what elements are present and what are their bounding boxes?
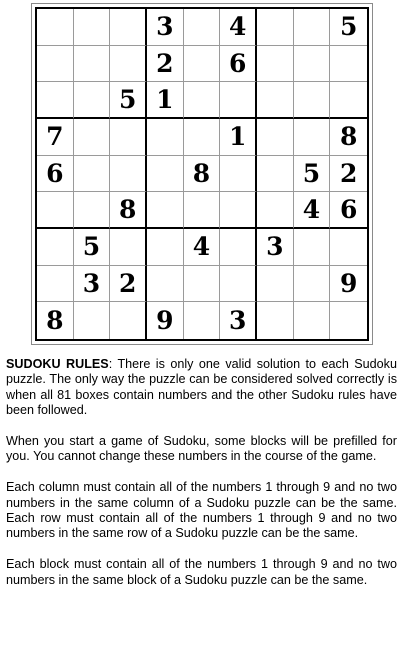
sudoku-cell-r6c7[interactable] [257, 192, 294, 229]
rules-paragraph-blocks: Each block must contain all of the numbers 1 through 9 and no two numbers in the same block of a Sudoku puzzle can be the same. [6, 557, 397, 587]
sudoku-cell-r4c6[interactable]: 1 [220, 119, 257, 156]
sudoku-cell-r7c4[interactable] [147, 229, 184, 266]
sudoku-cell-r2c8[interactable] [294, 46, 331, 83]
sudoku-cell-r2c4[interactable]: 2 [147, 46, 184, 83]
sudoku-cell-r9c3[interactable] [110, 302, 147, 339]
sudoku-cell-r8c5[interactable] [184, 266, 221, 303]
sudoku-cell-r1c2[interactable] [74, 9, 111, 46]
sudoku-cell-r5c6[interactable] [220, 156, 257, 193]
sudoku-cell-r3c9[interactable] [330, 82, 367, 119]
sudoku-cell-r5c8[interactable]: 5 [294, 156, 331, 193]
sudoku-cell-r9c9[interactable] [330, 302, 367, 339]
sudoku-cell-r6c5[interactable] [184, 192, 221, 229]
rules-intro-text: : There is only one valid solution to each Sudoku puzzle. The only way the puzzle can be considered solved correctly is when all 81 boxes contain numbers and the other Sudoku rules have been followed. [6, 357, 397, 418]
sudoku-cell-r7c3[interactable] [110, 229, 147, 266]
sudoku-cell-r8c2[interactable]: 3 [74, 266, 111, 303]
sudoku-cell-r3c7[interactable] [257, 82, 294, 119]
sudoku-cell-r7c1[interactable] [37, 229, 74, 266]
sudoku-cell-r1c5[interactable] [184, 9, 221, 46]
sudoku-cell-r3c3[interactable]: 5 [110, 82, 147, 119]
sudoku-cell-r4c4[interactable] [147, 119, 184, 156]
sudoku-cell-r1c9[interactable]: 5 [330, 9, 367, 46]
sudoku-cell-r7c9[interactable] [330, 229, 367, 266]
sudoku-cell-r1c7[interactable] [257, 9, 294, 46]
sudoku-cell-r1c8[interactable] [294, 9, 331, 46]
sudoku-board-frame [31, 3, 373, 345]
sudoku-cell-r9c5[interactable] [184, 302, 221, 339]
sudoku-cell-r4c9[interactable]: 8 [330, 119, 367, 156]
sudoku-cell-r2c7[interactable] [257, 46, 294, 83]
sudoku-cell-r9c6[interactable]: 3 [220, 302, 257, 339]
sudoku-cell-r5c3[interactable] [110, 156, 147, 193]
sudoku-cell-r5c5[interactable]: 8 [184, 156, 221, 193]
sudoku-cell-r1c3[interactable] [110, 9, 147, 46]
sudoku-cell-r4c1[interactable]: 7 [37, 119, 74, 156]
sudoku-cell-r5c1[interactable]: 6 [37, 156, 74, 193]
sudoku-cell-r1c1[interactable] [37, 9, 74, 46]
sudoku-cell-r5c7[interactable] [257, 156, 294, 193]
sudoku-cell-r9c2[interactable] [74, 302, 111, 339]
sudoku-cell-r3c6[interactable] [220, 82, 257, 119]
sudoku-cell-r6c2[interactable] [74, 192, 111, 229]
sudoku-cell-r7c2[interactable]: 5 [74, 229, 111, 266]
sudoku-cell-r4c7[interactable] [257, 119, 294, 156]
sudoku-cell-r5c4[interactable] [147, 156, 184, 193]
sudoku-cell-r7c7[interactable]: 3 [257, 229, 294, 266]
sudoku-cell-r3c4[interactable]: 1 [147, 82, 184, 119]
sudoku-cell-r6c4[interactable] [147, 192, 184, 229]
sudoku-cell-r9c4[interactable]: 9 [147, 302, 184, 339]
sudoku-cell-r8c6[interactable] [220, 266, 257, 303]
sudoku-cell-r6c6[interactable] [220, 192, 257, 229]
sudoku-cell-r9c7[interactable] [257, 302, 294, 339]
sudoku-cell-r2c2[interactable] [74, 46, 111, 83]
sudoku-cell-r8c9[interactable]: 9 [330, 266, 367, 303]
sudoku-cell-r5c2[interactable] [74, 156, 111, 193]
sudoku-cell-r2c6[interactable]: 6 [220, 46, 257, 83]
sudoku-cell-r8c7[interactable] [257, 266, 294, 303]
sudoku-cell-r8c1[interactable] [37, 266, 74, 303]
rules-paragraph-rows-columns: Each column must contain all of the numbers 1 through 9 and no two numbers in the same column of a Sudoku puzzle can be the same. Each row must contain all of the numbers 1 through 9 and no two numbers in the same row of a Sudoku puzzle can be the same. [6, 480, 397, 541]
sudoku-cell-r7c6[interactable] [220, 229, 257, 266]
sudoku-cell-r5c9[interactable]: 2 [330, 156, 367, 193]
sudoku-cell-r2c9[interactable] [330, 46, 367, 83]
sudoku-cell-r4c5[interactable] [184, 119, 221, 156]
sudoku-cell-r8c4[interactable] [147, 266, 184, 303]
sudoku-cell-r9c8[interactable] [294, 302, 331, 339]
sudoku-rules [6, 357, 397, 603]
sudoku-cell-r6c8[interactable]: 4 [294, 192, 331, 229]
sudoku-cell-r2c3[interactable] [110, 46, 147, 83]
sudoku-cell-r8c3[interactable]: 2 [110, 266, 147, 303]
sudoku-cell-r6c9[interactable]: 6 [330, 192, 367, 229]
sudoku-cell-r1c6[interactable]: 4 [220, 9, 257, 46]
sudoku-cell-r6c3[interactable]: 8 [110, 192, 147, 229]
sudoku-cell-r7c8[interactable] [294, 229, 331, 266]
sudoku-cell-r2c1[interactable] [37, 46, 74, 83]
sudoku-cell-r4c2[interactable] [74, 119, 111, 156]
sudoku-cell-r3c8[interactable] [294, 82, 331, 119]
sudoku-cell-r8c8[interactable] [294, 266, 331, 303]
sudoku-cell-r3c1[interactable] [37, 82, 74, 119]
sudoku-grid [35, 7, 369, 341]
sudoku-cell-r6c1[interactable] [37, 192, 74, 229]
sudoku-cell-r1c4[interactable]: 3 [147, 9, 184, 46]
sudoku-cell-r9c1[interactable]: 8 [37, 302, 74, 339]
rules-paragraph-prefilled: When you start a game of Sudoku, some blocks will be prefilled for you. You cannot change these numbers in the course of the game. [6, 434, 397, 464]
sudoku-cell-r4c8[interactable] [294, 119, 331, 156]
sudoku-cell-r4c3[interactable] [110, 119, 147, 156]
sudoku-cell-r7c5[interactable]: 4 [184, 229, 221, 266]
rules-intro-paragraph [6, 357, 397, 419]
sudoku-cell-r3c2[interactable] [74, 82, 111, 119]
rules-heading: SUDOKU RULES [6, 357, 109, 371]
sudoku-cell-r2c5[interactable] [184, 46, 221, 83]
sudoku-cell-r3c5[interactable] [184, 82, 221, 119]
